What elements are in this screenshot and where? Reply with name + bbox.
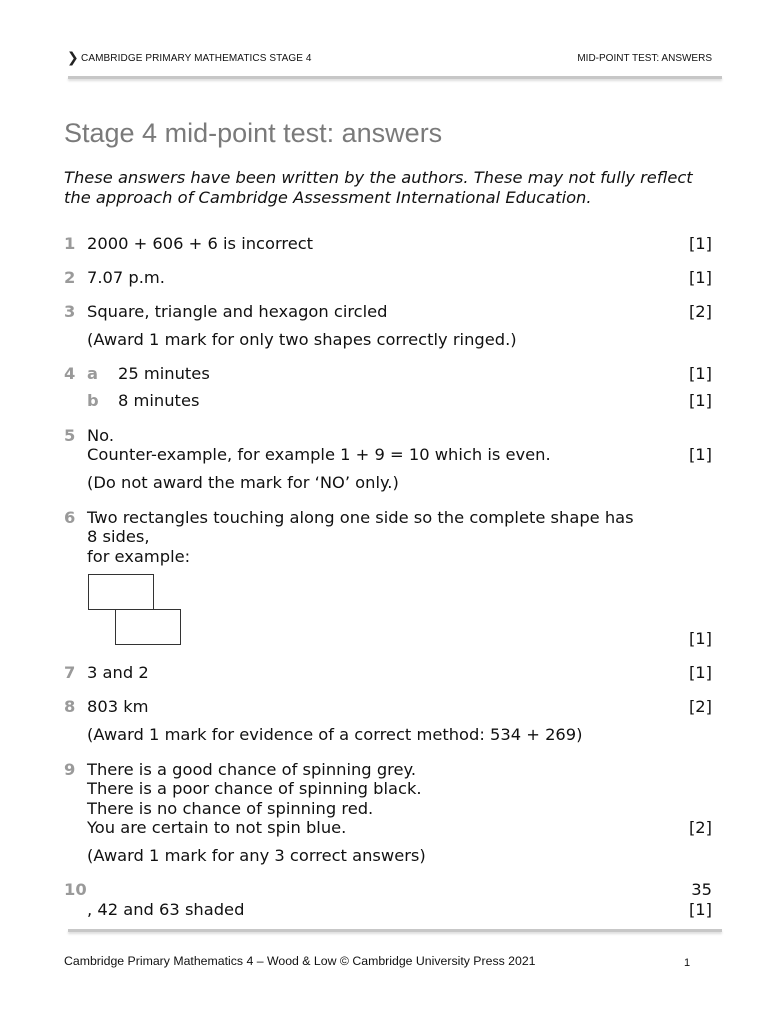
question-number: 5 xyxy=(64,426,76,445)
mark-value: [2] xyxy=(688,697,712,716)
marking-note: (Award 1 mark for evidence of a correct method: 534 + 269) xyxy=(87,725,583,744)
question-number: 7 xyxy=(64,663,76,682)
chevron-right-icon: ❯ xyxy=(67,50,79,66)
mark-value: [1] xyxy=(688,445,712,464)
answer-text: 2000 + 606 + 6 is incorrect xyxy=(87,234,314,253)
answer-text: There is no chance of spinning red. xyxy=(87,799,374,818)
mark-value: [1] xyxy=(688,900,712,919)
answer-text: 803 km xyxy=(87,697,149,716)
question-number: 9 xyxy=(64,760,76,779)
question-number: 1 xyxy=(64,234,76,253)
answer-text: 25 minutes xyxy=(118,364,210,383)
question-number: 6 xyxy=(64,508,76,527)
page-header xyxy=(64,50,712,70)
header-series-title: CAMBRIDGE PRIMARY MATHEMATICS STAGE 4 xyxy=(81,53,312,64)
question-number: 4 xyxy=(64,364,76,383)
intro-note: These answers have been written by the authors. These may not fully reflect the approach of Cambridge Assessment International Education. xyxy=(64,168,693,207)
page-number: 1 xyxy=(684,957,691,969)
mark-value: [2] xyxy=(688,818,712,837)
question-number: 2 xyxy=(64,268,76,287)
answer-text: for example: xyxy=(87,547,191,566)
footer-divider xyxy=(68,929,722,932)
mark-value: [1] xyxy=(688,268,712,287)
answer-text: There is a poor chance of spinning black. xyxy=(87,779,422,798)
answer-text: 3 and 2 xyxy=(87,663,149,682)
mark-value: [1] xyxy=(688,663,712,682)
footer-copyright: Cambridge Primary Mathematics 4 – Wood & Low © Cambridge University Press 2021 xyxy=(64,954,536,968)
marking-note: (Do not award the mark for ‘NO’ only.) xyxy=(87,473,399,492)
page-title: Stage 4 mid-point test: answers xyxy=(64,118,443,148)
question-number: 3 xyxy=(64,302,76,321)
mark-value: [1] xyxy=(688,629,712,648)
mark-value: [2] xyxy=(688,302,712,321)
mark-value: [1] xyxy=(688,364,712,383)
question-number: 8 xyxy=(64,697,76,716)
marking-note: (Award 1 mark for only two shapes correctly ringed.) xyxy=(87,330,517,349)
answer-text: 8 sides, xyxy=(87,527,150,546)
answer-text: You are certain to not spin blue. xyxy=(87,818,347,837)
sub-question-label: a xyxy=(87,364,98,383)
two-rectangles-diagram xyxy=(88,574,182,646)
answer-text: 8 minutes xyxy=(118,391,200,410)
answer-text: Two rectangles touching along one side so the complete shape has xyxy=(87,508,634,527)
header-divider xyxy=(68,76,722,79)
lower-rectangle xyxy=(116,610,181,645)
mark-value: [1] xyxy=(688,234,712,253)
answer-text: No. xyxy=(87,426,115,445)
question-number: 10 xyxy=(64,880,87,899)
answer-text: 7.07 p.m. xyxy=(87,268,165,287)
answer-text: Counter-example, for example 1 + 9 = 10 which is even. xyxy=(87,445,551,464)
sub-question-label: b xyxy=(87,391,99,410)
mark-value: [1] xyxy=(688,391,712,410)
answer-text: Square, triangle and hexagon circled xyxy=(87,302,388,321)
answer-text: , 42 and 63 shaded xyxy=(87,900,245,919)
answer-text: There is a good chance of spinning grey. xyxy=(87,760,416,779)
answer-text: 35 xyxy=(691,880,712,899)
marking-note: (Award 1 mark for any 3 correct answers) xyxy=(87,846,426,865)
upper-rectangle xyxy=(89,575,154,610)
header-section-title: MID-POINT TEST: ANSWERS xyxy=(577,53,712,64)
